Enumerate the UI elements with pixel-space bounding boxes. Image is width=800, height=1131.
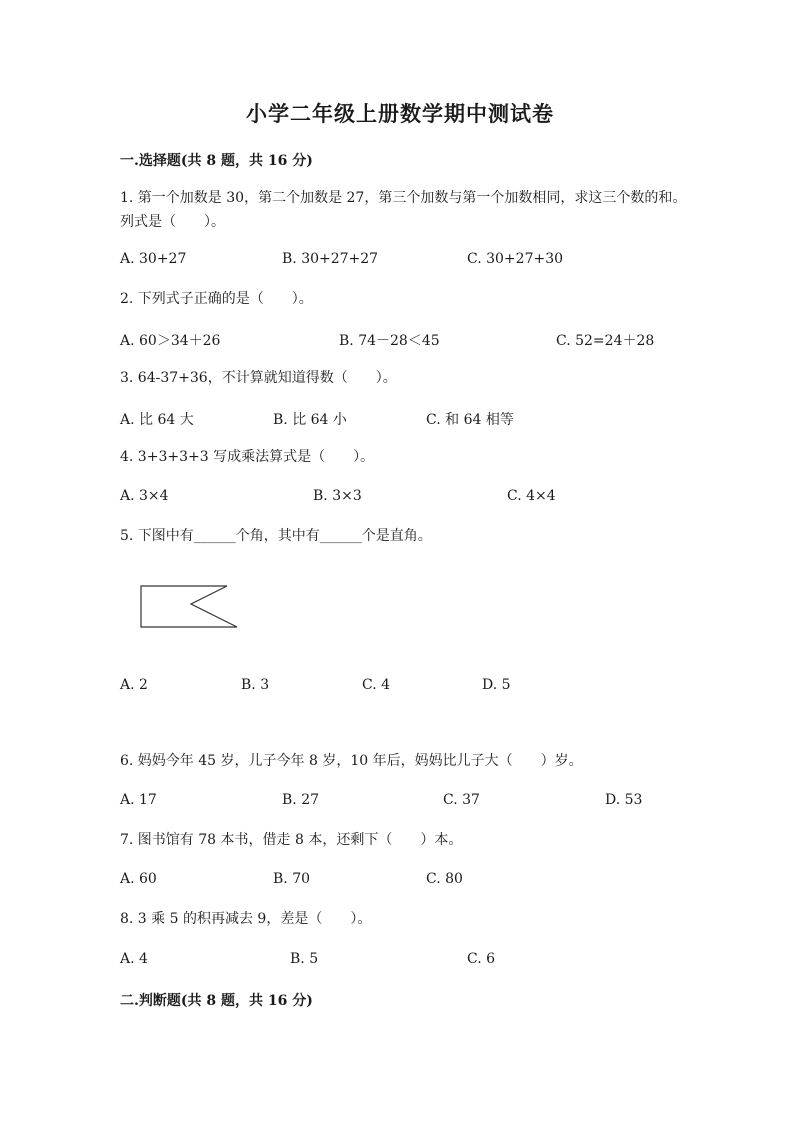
polygon-shape: [141, 586, 237, 627]
question-6: 6. 妈妈今年 45 岁，儿子今年 8 岁，10 年后，妈妈比儿子大（ ）岁。: [120, 753, 583, 769]
option-8a: A. 4: [120, 951, 148, 967]
option-8c: C. 6: [467, 951, 496, 967]
option-5d: D. 5: [482, 677, 511, 693]
option-7a: A. 60: [120, 871, 157, 887]
option-2a: A. 60＞34＋26: [120, 333, 221, 349]
option-4a: A. 3×4: [120, 488, 169, 504]
question-1: 1. 第一个加数是 30，第二个加数是 27，第三个加数与第一个加数相同，求这三个数的和。列式是（ ）。: [120, 190, 687, 230]
question-4: 4. 3+3+3+3 写成乘法算式是（ ）。: [120, 449, 375, 465]
option-5b: B. 3: [241, 677, 270, 693]
option-7c: C. 80: [426, 871, 463, 887]
option-2c: C. 52=24＋28: [556, 333, 655, 349]
option-6d: D. 53: [605, 792, 643, 808]
question-8: 8. 3 乘 5 的积再减去 9，差是（ ）。: [120, 911, 372, 927]
option-8b: B. 5: [290, 951, 319, 967]
question-3: 3. 64-37+36，不计算就知道得数（ ）。: [120, 370, 397, 386]
question-2: 2. 下列式子正确的是（ ）。: [120, 291, 313, 307]
option-4b: B. 3×3: [313, 488, 362, 504]
option-3b: B. 比 64 小: [273, 412, 347, 428]
option-6b: B. 27: [282, 792, 320, 808]
option-1a: A. 30+27: [120, 251, 187, 267]
section-heading-choice: 一.选择题(共 8 题，共 16 分): [120, 153, 313, 169]
option-2b: B. 74－28＜45: [339, 333, 440, 349]
option-3c: C. 和 64 相等: [426, 412, 514, 428]
option-4c: C. 4×4: [507, 488, 556, 504]
option-3a: A. 比 64 大: [120, 412, 194, 428]
question-7: 7. 图书馆有 78 本书，借走 8 本，还剩下（ ）本。: [120, 832, 463, 848]
angle-figure: [136, 580, 246, 632]
option-6a: A. 17: [120, 792, 157, 808]
option-1c: C. 30+27+30: [467, 251, 564, 267]
page-title: 小学二年级上册数学期中测试卷: [246, 101, 554, 126]
option-6c: C. 37: [443, 792, 480, 808]
option-7b: B. 70: [273, 871, 311, 887]
option-1b: B. 30+27+27: [282, 251, 379, 267]
option-5a: A. 2: [120, 677, 148, 693]
option-5c: C. 4: [362, 677, 391, 693]
question-5: 5. 下图中有______个角，其中有______个是直角。: [120, 528, 432, 544]
section-heading-judgement: 二.判断题(共 8 题，共 16 分): [120, 993, 313, 1009]
